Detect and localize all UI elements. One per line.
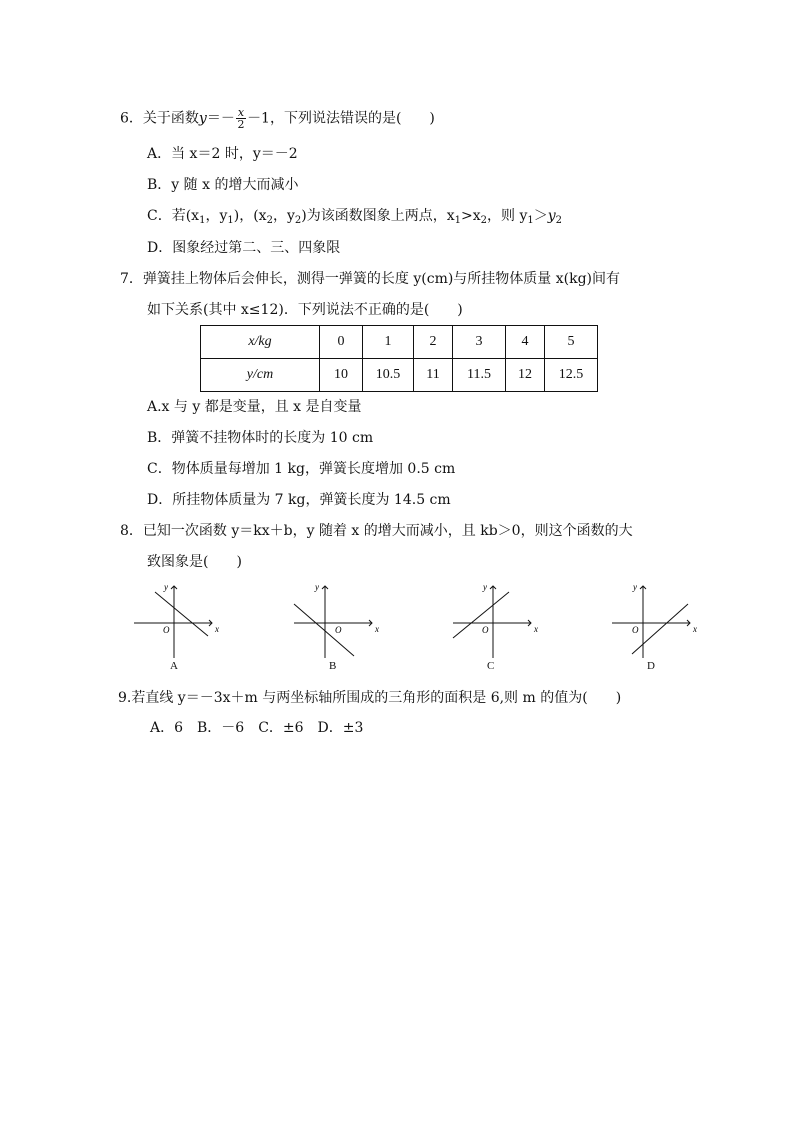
table-cell: 4: [506, 326, 545, 359]
q6-c-y: y: [547, 208, 556, 224]
q6-c-text-3: )，(x: [233, 208, 267, 224]
graph-line: [294, 604, 354, 656]
table-cell-text: x/kg: [248, 334, 272, 349]
table-header-cell: [201, 359, 320, 392]
q6-c-sub: 1: [227, 215, 234, 226]
q6-c-gt: ＞: [533, 208, 548, 224]
q7-option-a: A.x 与 y 都是变量，且 x 是自变量: [147, 399, 362, 415]
q6-c-text-5: )为该函数图象上两点，x: [301, 208, 455, 224]
q8-stem-line1: 8．已知一次函数 y＝kx＋b，y 随着 x 的增大而减小，且 kb＞0，则这个函数的大: [120, 523, 633, 539]
q6-c-sub: 2: [480, 215, 487, 226]
q6-option-a: A．当 x＝2 时，y＝－2: [147, 146, 298, 162]
q6-c-sub: 1: [527, 215, 534, 226]
table-row: [201, 326, 598, 359]
graph-line: [453, 592, 509, 638]
q8-graph-b: [290, 580, 380, 660]
table-cell: 3: [453, 326, 506, 359]
q7-option-b: B．弹簧不挂物体时的长度为 10 cm: [147, 430, 374, 446]
q6-fraction: [236, 107, 246, 130]
origin-label: O: [482, 625, 489, 635]
q6-option-c: [147, 206, 562, 231]
origin-label: O: [335, 625, 342, 635]
q8-graph-d-label: D: [647, 660, 655, 672]
q6-c-text-6: >x: [460, 208, 481, 224]
q6-c-sub: 2: [266, 215, 273, 226]
q7-stem-line1: 7．弹簧挂上物体后会伸长，测得一弹簧的长度 y(cm)与所挂物体质量 x(kg)间有: [120, 271, 621, 287]
q6-stem-suffix: －1，下列说法错误的是( ): [247, 110, 435, 127]
origin-label: O: [163, 625, 170, 635]
q7-data-table: [200, 325, 598, 392]
q6-option-d: D．图象经过第二、三、四象限: [147, 240, 341, 256]
q6-frac-denominator: 2: [237, 118, 245, 131]
q6-c-text-7: ，则 y: [487, 208, 528, 224]
table-cell: 11: [414, 359, 453, 392]
q8-graph-a: [130, 580, 220, 660]
table-cell-text: y/cm: [246, 367, 274, 382]
x-axis-label: x: [215, 624, 219, 634]
q6-c-text-2: ，y: [205, 208, 228, 224]
q6-var-y: y: [198, 110, 207, 127]
q9-options: A．6 B．－6 C．±6 D．±3: [150, 720, 364, 736]
y-axis-label: y: [633, 582, 637, 592]
q6-eq: ＝－: [206, 110, 235, 127]
q6-c-sub: 1: [454, 215, 461, 226]
table-cell: 12.5: [545, 359, 598, 392]
table-header-cell: [201, 326, 320, 359]
q6-c-sub: 2: [555, 215, 563, 226]
q6-c-text-4: ，y: [272, 208, 295, 224]
q6-stem: [120, 107, 435, 130]
table-row: [201, 359, 598, 392]
q8-graph-b-label: B: [329, 660, 337, 672]
x-axis-label: x: [375, 624, 379, 634]
table-cell: 10: [320, 359, 363, 392]
x-axis-label: x: [693, 624, 697, 634]
table-cell: 10.5: [363, 359, 414, 392]
q8-stem-line2: 致图象是( ): [147, 554, 242, 570]
graph-line: [632, 604, 688, 654]
q6-option-b: B．y 随 x 的增大而减小: [147, 177, 299, 193]
q8-graph-c: [449, 580, 539, 660]
y-axis-label: y: [315, 582, 319, 592]
q9-stem: 9.若直线 y＝－3x＋m 与两坐标轴所围成的三角形的面积是 6,则 m 的值为( ): [118, 690, 622, 706]
q6-c-text-1: C．若(x: [147, 208, 200, 224]
q7-option-c: C．物体质量每增加 1 kg，弹簧长度增加 0.5 cm: [147, 461, 456, 477]
q6-c-sub: 2: [294, 215, 302, 226]
table-cell: 11.5: [453, 359, 506, 392]
q6-stem-prefix: 6．关于函数: [120, 110, 199, 127]
table-cell: 5: [545, 326, 598, 359]
table-cell: 2: [414, 326, 453, 359]
q6-c-sub: 1: [199, 215, 206, 226]
q6-frac-numerator: x: [237, 106, 245, 119]
y-axis-label: y: [483, 582, 487, 592]
x-axis-label: x: [534, 624, 538, 634]
y-axis-label: y: [164, 582, 168, 592]
q7-stem-line2: 如下关系(其中 x≤12)．下列说法不正确的是( ): [147, 302, 463, 318]
table-cell: 12: [506, 359, 545, 392]
q8-graph-d: [608, 580, 698, 660]
q8-graph-c-label: C: [487, 660, 495, 672]
table-cell: 1: [363, 326, 414, 359]
q8-graph-a-label: A: [170, 660, 178, 672]
origin-label: O: [632, 625, 639, 635]
table-cell: 0: [320, 326, 363, 359]
q7-option-d: D．所挂物体质量为 7 kg，弹簧长度为 14.5 cm: [147, 492, 451, 508]
